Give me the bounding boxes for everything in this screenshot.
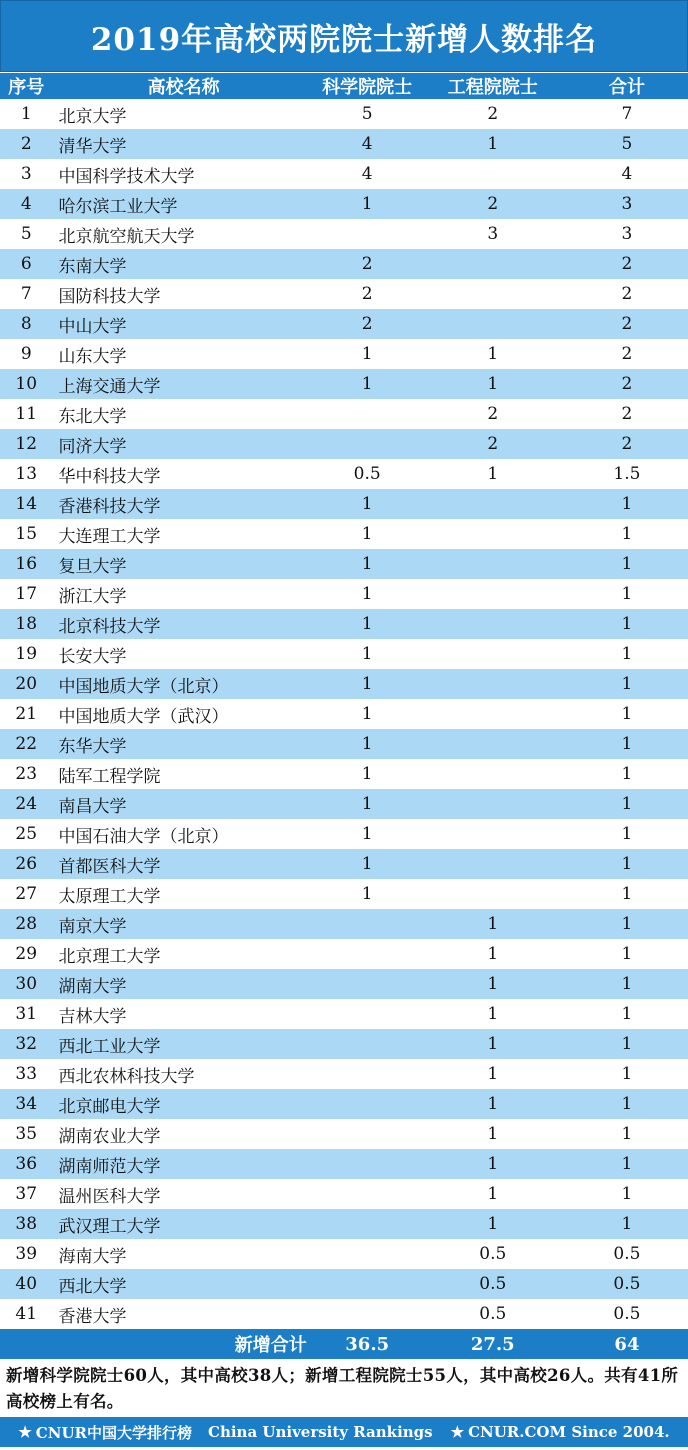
cell-rank: 15 (0, 519, 52, 549)
cell-university-name: 复旦大学 (52, 549, 314, 579)
cell-eng-count (420, 729, 566, 759)
cell-university-name: 华中科技大学 (52, 459, 314, 489)
totals-eng: 27.5 (420, 1329, 566, 1359)
cell-rank: 37 (0, 1179, 52, 1209)
table-row (0, 189, 688, 219)
cell-total: 1 (566, 819, 688, 849)
cell-university-name: 上海交通大学 (52, 369, 314, 399)
cell-rank: 5 (0, 219, 52, 249)
cell-university-name: 香港科技大学 (52, 489, 314, 519)
cell-total: 2 (566, 339, 688, 369)
cell-rank: 16 (0, 549, 52, 579)
cell-eng-count: 1 (420, 969, 566, 999)
cell-university-name: 中国科学技术大学 (52, 159, 314, 189)
cell-rank: 38 (0, 1209, 52, 1239)
cell-total: 1 (566, 789, 688, 819)
cell-university-name: 哈尔滨工业大学 (52, 189, 314, 219)
table-row (0, 159, 688, 189)
cell-total: 2 (566, 429, 688, 459)
table-row (0, 789, 688, 819)
cell-university-name: 西北农林科技大学 (52, 1059, 314, 1089)
cell-rank: 31 (0, 999, 52, 1029)
cell-rank: 18 (0, 609, 52, 639)
table-row (0, 249, 688, 279)
page-title: 2019年高校两院院士新增人数排名 (0, 0, 688, 72)
cell-total: 1 (566, 999, 688, 1029)
summary-note: 新增科学院院士60人，其中高校38人；新增工程院院士55人，其中高校26人。共有41所高校榜上有名。 (6, 1366, 679, 1411)
cell-eng-count: 1 (420, 1209, 566, 1239)
cell-sci-count (315, 999, 420, 1029)
ranking-table (0, 72, 688, 1359)
cell-total: 1 (566, 1059, 688, 1089)
cell-rank: 30 (0, 969, 52, 999)
table-row (0, 99, 688, 129)
cell-university-name: 武汉理工大学 (52, 1209, 314, 1239)
cell-eng-count (420, 519, 566, 549)
cell-university-name: 香港大学 (52, 1299, 314, 1329)
cell-total: 2 (566, 279, 688, 309)
header-sci: 科学院院士 (315, 73, 420, 100)
cell-rank: 17 (0, 579, 52, 609)
table-row (0, 339, 688, 369)
table-row (0, 459, 688, 489)
cell-sci-count (315, 1299, 420, 1329)
cell-total: 1 (566, 939, 688, 969)
cell-eng-count (420, 759, 566, 789)
cell-eng-count: 1 (420, 129, 566, 159)
cell-sci-count: 1 (315, 609, 420, 639)
star-icon: ★ (450, 1423, 465, 1441)
table-row (0, 999, 688, 1029)
cell-sci-count: 5 (315, 99, 420, 129)
cell-rank: 11 (0, 399, 52, 429)
cell-university-name: 同济大学 (52, 429, 314, 459)
cell-total: 1 (566, 1029, 688, 1059)
cell-eng-count (420, 249, 566, 279)
cell-university-name: 西北工业大学 (52, 1029, 314, 1059)
cell-eng-count: 1 (420, 339, 566, 369)
cell-eng-count: 1 (420, 939, 566, 969)
table-row (0, 849, 688, 879)
cell-total: 1 (566, 549, 688, 579)
cell-rank: 41 (0, 1299, 52, 1329)
cell-rank: 14 (0, 489, 52, 519)
cell-eng-count: 2 (420, 399, 566, 429)
cell-rank: 10 (0, 369, 52, 399)
cell-rank: 33 (0, 1059, 52, 1089)
cell-university-name: 温州医科大学 (52, 1179, 314, 1209)
cell-sci-count: 0.5 (315, 459, 420, 489)
cell-total: 1 (566, 579, 688, 609)
cell-rank: 20 (0, 669, 52, 699)
header-rank: 序号 (0, 73, 52, 100)
cell-university-name: 国防科技大学 (52, 279, 314, 309)
cell-eng-count: 1 (420, 369, 566, 399)
cell-university-name: 浙江大学 (52, 579, 314, 609)
cell-university-name: 山东大学 (52, 339, 314, 369)
cell-university-name: 海南大学 (52, 1239, 314, 1269)
cell-total: 7 (566, 99, 688, 129)
cell-eng-count: 3 (420, 219, 566, 249)
table-row (0, 909, 688, 939)
cell-total: 3 (566, 189, 688, 219)
table-row (0, 1209, 688, 1239)
cell-eng-count: 1 (420, 1149, 566, 1179)
cell-total: 1 (566, 759, 688, 789)
cell-sci-count: 4 (315, 159, 420, 189)
cell-sci-count (315, 1059, 420, 1089)
footer-brand-cn: CNUR中国大学排行榜 (35, 1423, 192, 1442)
cell-university-name: 南京大学 (52, 909, 314, 939)
table-row (0, 1149, 688, 1179)
cell-sci-count: 4 (315, 129, 420, 159)
cell-eng-count: 1 (420, 1059, 566, 1089)
table-row (0, 819, 688, 849)
cell-total: 1 (566, 1119, 688, 1149)
cell-rank: 35 (0, 1119, 52, 1149)
cell-sci-count: 1 (315, 849, 420, 879)
cell-sci-count: 1 (315, 189, 420, 219)
cell-eng-count (420, 159, 566, 189)
cell-sci-count: 1 (315, 639, 420, 669)
cell-eng-count (420, 579, 566, 609)
table-row (0, 759, 688, 789)
cell-eng-count (420, 609, 566, 639)
cell-rank: 34 (0, 1089, 52, 1119)
cell-sci-count (315, 1269, 420, 1299)
cell-eng-count (420, 789, 566, 819)
cell-university-name: 陆军工程学院 (52, 759, 314, 789)
table-row (0, 1059, 688, 1089)
cell-sci-count (315, 969, 420, 999)
totals-total: 64 (566, 1329, 688, 1359)
table-row (0, 1089, 688, 1119)
cell-university-name: 中山大学 (52, 309, 314, 339)
table-row (0, 1299, 688, 1329)
cell-eng-count (420, 699, 566, 729)
table-row (0, 219, 688, 249)
table-row (0, 129, 688, 159)
cell-rank: 29 (0, 939, 52, 969)
cell-rank: 3 (0, 159, 52, 189)
table-row (0, 1239, 688, 1269)
cell-university-name: 湖南大学 (52, 969, 314, 999)
cell-total: 1 (566, 669, 688, 699)
cell-sci-count (315, 1029, 420, 1059)
table-row (0, 1269, 688, 1299)
cell-university-name: 太原理工大学 (52, 879, 314, 909)
cell-university-name: 中国地质大学（武汉） (52, 699, 314, 729)
cell-total: 1 (566, 1179, 688, 1209)
cell-sci-count: 1 (315, 789, 420, 819)
footer-site: CNUR.COM Since 2004. (468, 1423, 670, 1441)
cell-eng-count: 1 (420, 1029, 566, 1059)
cell-eng-count (420, 489, 566, 519)
cell-rank: 24 (0, 789, 52, 819)
cell-rank: 36 (0, 1149, 52, 1179)
cell-total: 2 (566, 249, 688, 279)
cell-sci-count: 2 (315, 249, 420, 279)
cell-eng-count (420, 879, 566, 909)
cell-rank: 9 (0, 339, 52, 369)
cell-rank: 6 (0, 249, 52, 279)
cell-eng-count: 2 (420, 429, 566, 459)
cell-rank: 2 (0, 129, 52, 159)
cell-university-name: 吉林大学 (52, 999, 314, 1029)
cell-university-name: 北京邮电大学 (52, 1089, 314, 1119)
cell-total: 4 (566, 159, 688, 189)
cell-total: 0.5 (566, 1299, 688, 1329)
cell-university-name: 东华大学 (52, 729, 314, 759)
cell-sci-count: 1 (315, 879, 420, 909)
header-total: 合计 (566, 73, 688, 100)
table-row (0, 279, 688, 309)
table-row (0, 489, 688, 519)
table-row (0, 399, 688, 429)
cell-eng-count: 1 (420, 1089, 566, 1119)
cell-eng-count: 1 (420, 999, 566, 1029)
cell-sci-count (315, 1089, 420, 1119)
cell-total: 2 (566, 399, 688, 429)
cell-rank: 22 (0, 729, 52, 759)
cell-eng-count: 1 (420, 459, 566, 489)
cell-university-name: 湖南农业大学 (52, 1119, 314, 1149)
cell-university-name: 中国石油大学（北京） (52, 819, 314, 849)
table-row (0, 309, 688, 339)
table-row (0, 369, 688, 399)
footer-brand-en: China University Rankings (208, 1423, 433, 1441)
cell-eng-count: 2 (420, 99, 566, 129)
header-name: 高校名称 (52, 73, 314, 100)
cell-total: 1 (566, 1089, 688, 1119)
cell-sci-count (315, 1209, 420, 1239)
cell-eng-count (420, 849, 566, 879)
cell-rank: 4 (0, 189, 52, 219)
cell-university-name: 首都医科大学 (52, 849, 314, 879)
cell-sci-count: 1 (315, 549, 420, 579)
cell-university-name: 东南大学 (52, 249, 314, 279)
cell-eng-count: 1 (420, 1119, 566, 1149)
table-header-row (0, 73, 688, 100)
cell-sci-count (315, 1149, 420, 1179)
cell-university-name: 中国地质大学（北京） (52, 669, 314, 699)
totals-row (0, 1329, 688, 1359)
cell-university-name: 北京科技大学 (52, 609, 314, 639)
table-row (0, 1029, 688, 1059)
cell-university-name: 北京理工大学 (52, 939, 314, 969)
cell-total: 1 (566, 849, 688, 879)
cell-university-name: 西北大学 (52, 1269, 314, 1299)
cell-eng-count (420, 549, 566, 579)
table-row (0, 1119, 688, 1149)
cell-rank: 21 (0, 699, 52, 729)
cell-university-name: 湖南师范大学 (52, 1149, 314, 1179)
table-row (0, 549, 688, 579)
cell-rank: 39 (0, 1239, 52, 1269)
table-row (0, 699, 688, 729)
cell-eng-count: 0.5 (420, 1269, 566, 1299)
cell-total: 1.5 (566, 459, 688, 489)
table-row (0, 639, 688, 669)
table-row (0, 429, 688, 459)
table-row (0, 519, 688, 549)
cell-total: 0.5 (566, 1269, 688, 1299)
cell-total: 1 (566, 489, 688, 519)
cell-sci-count: 1 (315, 729, 420, 759)
cell-sci-count (315, 939, 420, 969)
cell-rank: 23 (0, 759, 52, 789)
cell-eng-count (420, 639, 566, 669)
cell-sci-count (315, 909, 420, 939)
cell-rank: 25 (0, 819, 52, 849)
cell-total: 0.5 (566, 1239, 688, 1269)
cell-total: 1 (566, 519, 688, 549)
cell-eng-count (420, 669, 566, 699)
cell-sci-count (315, 1179, 420, 1209)
cell-rank: 19 (0, 639, 52, 669)
cell-total: 3 (566, 219, 688, 249)
cell-eng-count: 0.5 (420, 1239, 566, 1269)
cell-total: 1 (566, 609, 688, 639)
cell-university-name: 东北大学 (52, 399, 314, 429)
cell-sci-count: 1 (315, 699, 420, 729)
cell-sci-count: 2 (315, 309, 420, 339)
cell-total: 1 (566, 699, 688, 729)
cell-total: 2 (566, 369, 688, 399)
cell-eng-count (420, 279, 566, 309)
header-eng: 工程院院士 (420, 73, 566, 100)
cell-university-name: 长安大学 (52, 639, 314, 669)
table-row (0, 969, 688, 999)
cell-sci-count (315, 429, 420, 459)
cell-sci-count: 1 (315, 489, 420, 519)
cell-total: 1 (566, 639, 688, 669)
cell-rank: 26 (0, 849, 52, 879)
table-row (0, 579, 688, 609)
cell-total: 1 (566, 909, 688, 939)
cell-sci-count: 1 (315, 339, 420, 369)
cell-total: 1 (566, 729, 688, 759)
table-row (0, 939, 688, 969)
cell-sci-count (315, 399, 420, 429)
cell-rank: 1 (0, 99, 52, 129)
cell-sci-count (315, 219, 420, 249)
cell-total: 1 (566, 1149, 688, 1179)
cell-rank: 28 (0, 909, 52, 939)
cell-sci-count: 1 (315, 369, 420, 399)
cell-sci-count: 1 (315, 819, 420, 849)
cell-university-name: 大连理工大学 (52, 519, 314, 549)
cell-sci-count (315, 1239, 420, 1269)
cell-total: 1 (566, 969, 688, 999)
cell-rank: 32 (0, 1029, 52, 1059)
totals-label: 新增合计 (52, 1329, 314, 1359)
cell-university-name: 北京航空航天大学 (52, 219, 314, 249)
cell-eng-count (420, 309, 566, 339)
footer-bar (0, 1417, 688, 1447)
cell-eng-count: 1 (420, 909, 566, 939)
cell-sci-count: 1 (315, 579, 420, 609)
cell-total: 1 (566, 1209, 688, 1239)
cell-university-name: 清华大学 (52, 129, 314, 159)
cell-eng-count: 2 (420, 189, 566, 219)
star-icon: ★ (18, 1423, 32, 1441)
totals-sci: 36.5 (315, 1329, 420, 1359)
cell-total: 5 (566, 129, 688, 159)
cell-eng-count: 0.5 (420, 1299, 566, 1329)
cell-eng-count (420, 819, 566, 849)
table-row (0, 1179, 688, 1209)
table-row (0, 609, 688, 639)
cell-sci-count: 1 (315, 519, 420, 549)
cell-sci-count: 1 (315, 759, 420, 789)
table-row (0, 879, 688, 909)
table-body (0, 99, 688, 1329)
cell-rank: 8 (0, 309, 52, 339)
cell-sci-count: 1 (315, 669, 420, 699)
cell-rank: 40 (0, 1269, 52, 1299)
cell-total: 2 (566, 309, 688, 339)
cell-university-name: 北京大学 (52, 99, 314, 129)
cell-eng-count: 1 (420, 1179, 566, 1209)
cell-rank: 13 (0, 459, 52, 489)
cell-total: 1 (566, 879, 688, 909)
cell-rank: 7 (0, 279, 52, 309)
cell-rank: 12 (0, 429, 52, 459)
cell-university-name: 南昌大学 (52, 789, 314, 819)
table-row (0, 669, 688, 699)
cell-rank: 27 (0, 879, 52, 909)
table-row (0, 729, 688, 759)
cell-sci-count (315, 1119, 420, 1149)
cell-sci-count: 2 (315, 279, 420, 309)
